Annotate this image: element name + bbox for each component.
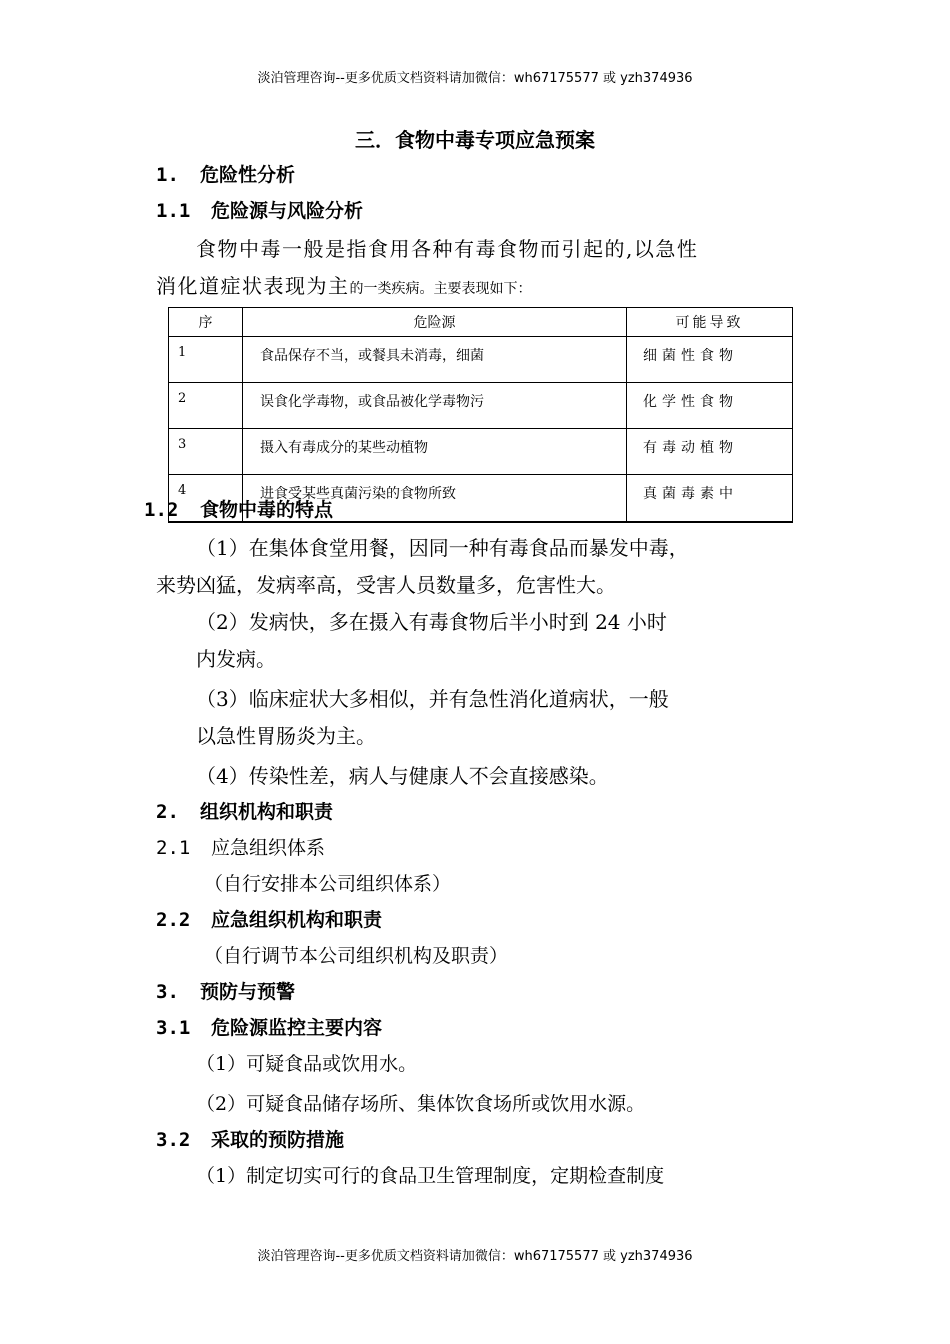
table-row [169,383,793,429]
intro-text-small: 的一类疾病。主要表现如下： [349,281,532,297]
section-3-1-item-1: （1）可疑食品或饮用水。 [196,1053,418,1075]
section-2-2-note: （自行调节本公司组织机构及职责） [204,945,509,967]
section-title: 危险源与风险分析 [211,200,364,222]
header-seq: 序 [169,308,243,337]
section-number: 1.2 [144,499,179,521]
cell-seq: 4 [169,475,243,523]
section-number: 3. [156,981,179,1003]
section-heading-2-2 [156,905,382,932]
page-header: 淡泊管理咨询--更多优质文档资料请加微信：wh67175577 或 yzh374936 [257,71,693,86]
section-heading-2-1 [156,833,325,860]
section-heading-2 [156,797,333,824]
section-3-2-item-1: （1）制定切实可行的食品卫生管理制度，定期检查制度 [196,1165,665,1187]
section-2-1-note: （自行安排本公司组织体系） [204,873,452,895]
section-title: 危险性分析 [200,164,296,186]
section-heading-1 [156,160,295,187]
feature-2-line-2: 内发病。 [196,647,276,671]
cell-hazard: 食品保存不当，或餐具未消毒，细菌 [243,337,627,383]
section-title: 应急组织机构和职责 [211,909,383,931]
feature-2-line-1: （2）发病快，多在摄入有毒食物后半小时到 24 小时 [196,610,667,634]
cell-hazard: 进食受某些真菌污染的食物所致 [243,475,627,523]
section-3-1-item-2: （2）可疑食品储存场所、集体饮食场所或饮用水源。 [196,1093,646,1115]
section-number: 3.1 [156,1017,191,1039]
section-number: 1. [156,164,179,186]
cell-result: 真菌毒素中 [627,475,793,523]
feature-3-line-1: （3）临床症状大多相似，并有急性消化道病状，一般 [196,687,669,711]
table-row [169,337,793,383]
cell-result: 有毒动植物 [627,429,793,475]
section-heading-3 [156,977,295,1004]
cell-hazard: 摄入有毒成分的某些动植物 [243,429,627,475]
section-number: 2. [156,801,179,823]
section-heading-3-1 [156,1013,382,1040]
page-footer: 淡泊管理咨询--更多优质文档资料请加微信：wh67175577 或 yzh374936 [257,1249,693,1264]
section-heading-3-2 [156,1125,344,1152]
document-title: 三．食物中毒专项应急预案 [355,128,595,152]
cell-seq: 1 [169,337,243,383]
section-number: 2.2 [156,909,191,931]
section-number: 3.2 [156,1129,191,1151]
table-row [169,429,793,475]
feature-1-line-2: 来势凶猛，发病率高，受害人员数量多，危害性大。 [156,573,616,597]
section-title: 应急组织体系 [211,837,326,859]
section-title: 采取的预防措施 [211,1129,345,1151]
feature-1-line-1: （1）在集体食堂用餐，因同一种有毒食品而暴发中毒， [196,536,689,560]
intro-paragraph-line-2 [156,270,532,299]
section-heading-1-1 [156,196,363,223]
section-heading-1-2 [144,495,333,522]
intro-text-large: 消化道症状表现为主 [156,274,350,298]
cell-hazard: 误食化学毒物，或食品被化学毒物污 [243,383,627,429]
table-header-row [169,308,793,337]
cell-result: 细菌性食物 [627,337,793,383]
section-title: 食物中毒的特点 [200,499,334,521]
section-number: 2.1 [156,837,191,859]
section-title: 组织机构和职责 [200,801,334,823]
section-number: 1.1 [156,200,191,222]
intro-paragraph-line-1: 食物中毒一般是指食用各种有毒食物而引起的,以急性 [196,237,699,261]
cell-result: 化学性食物 [627,383,793,429]
header-result: 可能导致 [627,308,793,337]
header-hazard: 危险源 [243,308,627,337]
cell-seq: 3 [169,429,243,475]
cell-seq: 2 [169,383,243,429]
feature-4: （4）传染性差，病人与健康人不会直接感染。 [196,764,609,788]
section-title: 危险源监控主要内容 [211,1017,383,1039]
feature-3-line-2: 以急性胃肠炎为主。 [196,724,376,748]
hazard-table [168,307,793,523]
section-title: 预防与预警 [200,981,296,1003]
